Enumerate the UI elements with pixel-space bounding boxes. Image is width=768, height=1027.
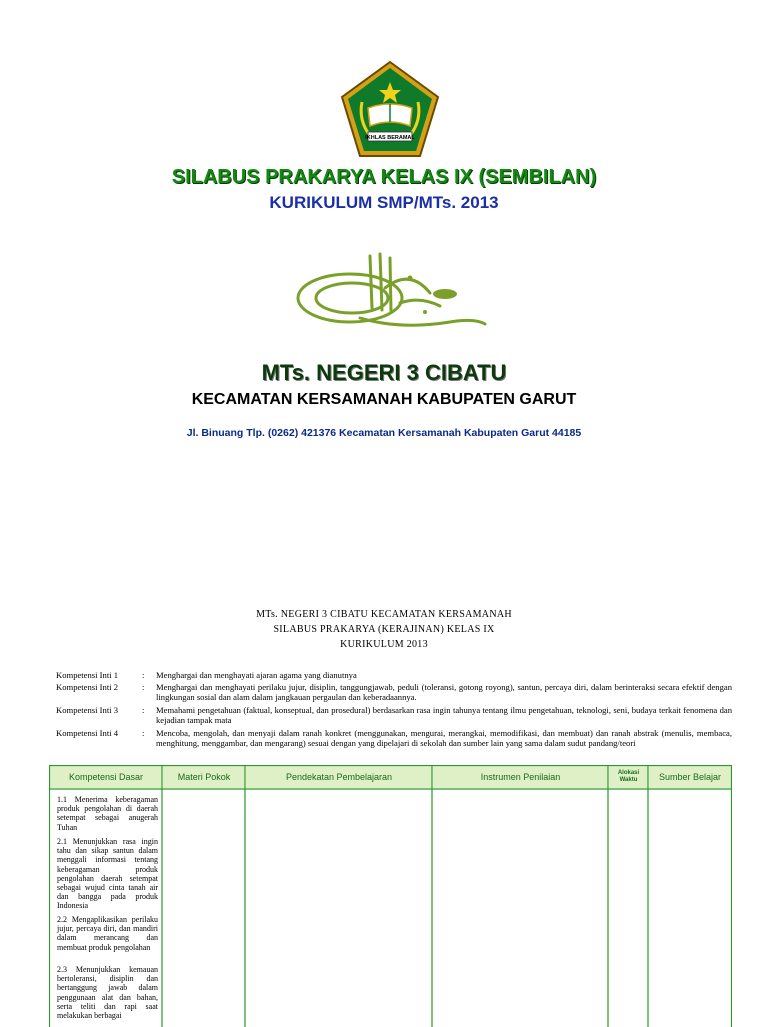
doc-heading-line3: KURIKULUM 2013 <box>340 639 428 650</box>
kd-item: 2.3 Menunjukkan kemauan bertoleransi, disiplin dan bertanggung jawab dalam penggunaan alat dan bahan, serta teliti dan rapi saat melakukan berbagai <box>57 965 158 1021</box>
competency-text: Menghargai dan menghayati perilaku jujur, disiplin, tanggungjawab, peduli (toleransi, gotong royong), santun, percaya diri, dalam berinteraksi secara efektif dengan lingkungan sosial dan alam dalam jangkauan pergaulan dan keberadaannya. <box>156 682 732 702</box>
table-header-sumber-belajar: Sumber Belajar <box>649 766 731 788</box>
table-header-kompetensi-dasar: Kompetensi Dasar <box>50 766 162 788</box>
competency-row <box>56 705 732 725</box>
competency-text: Mencoba, mengolah, dan menyaji dalam ranah konkret (menggunakan, mengurai, merangkai, memodifikasi, dan membuat) dan ranah abstrak (menulis, membaca, menghitung, menggambar, dan mengarang) sesuai dengan yang dipelajari di sekolah dan sumber lain yang sama dalam sudut pandang/teori <box>156 728 732 748</box>
kd-item: 2.1 Menunjukkan rasa ingin tahu dan sikap santun dalam menggali informasi tentang keberagaman produk pengolahan daerah setempat sebagai wujud cinta tanah air dan bangga pada produk Indonesia <box>57 837 158 911</box>
competency-label: Kompetensi Inti 1 <box>56 670 119 680</box>
competency-separator: : <box>142 670 145 680</box>
table-header-materi-pokok: Materi Pokok <box>163 766 245 788</box>
competency-text: Memahami pengetahuan (faktual, konseptual, dan prosedural) berdasarkan rasa ingin tahunya tentang ilmu pengetahuan, teknologi, seni, budaya terkait fenomena dan kejadian tampak mata <box>156 705 732 725</box>
table-header-pendekatan: Pendekatan Pembelajaran <box>246 766 432 788</box>
competency-separator: : <box>142 728 145 738</box>
competency-label: Kompetensi Inti 3 <box>56 705 119 715</box>
school-district: KECAMATAN KERSAMANAH KABUPATEN GARUT <box>191 391 577 408</box>
competency-label: Kompetensi Inti 4 <box>56 728 119 738</box>
competency-text: Menghargai dan menghayati ajaran agama yang dianutnya <box>156 670 357 680</box>
logo-text: IKHLAS BERAMAL <box>365 135 415 141</box>
competency-label: Kompetensi Inti 2 <box>56 682 119 692</box>
page-title: SILABUS PRAKARYA KELAS IX (SEMBILAN) <box>171 166 597 188</box>
doc-heading-line1: MTs. NEGERI 3 CIBATU KECAMATAN KERSAMANAH <box>256 609 512 620</box>
competency-row <box>56 728 732 748</box>
table-header-instrumen: Instrumen Penilaian <box>433 766 608 788</box>
kd-item: 1.1 Menerima keberagaman produk pengolahan di daerah setempat sebagai anugerah Tuhan <box>57 795 158 832</box>
competency-row <box>56 682 732 702</box>
calligraphy-ornament <box>290 248 490 338</box>
competency-separator: : <box>142 705 145 715</box>
school-emblem-logo <box>340 60 440 160</box>
competency-separator: : <box>142 682 145 692</box>
kd-item: 2.2 Mengaplikasikan perilaku jujur, percaya diri, dan mandiri dalam merancang dan membuat produk pengolahan <box>57 915 158 952</box>
school-name: MTs. NEGERI 3 CIBATU <box>261 360 507 385</box>
page-subtitle: KURIKULUM SMP/MTs. 2013 <box>269 193 499 212</box>
competency-row <box>56 670 732 680</box>
school-address: Jl. Binuang Tlp. (0262) 421376 Kecamatan Kersamanah Kabupaten Garut 44185 <box>186 427 582 439</box>
doc-heading-line2: SILABUS PRAKARYA (KERAJINAN) KELAS IX <box>273 624 495 635</box>
table-header-alokasi-waktu: Alokasi Waktu <box>609 766 648 788</box>
